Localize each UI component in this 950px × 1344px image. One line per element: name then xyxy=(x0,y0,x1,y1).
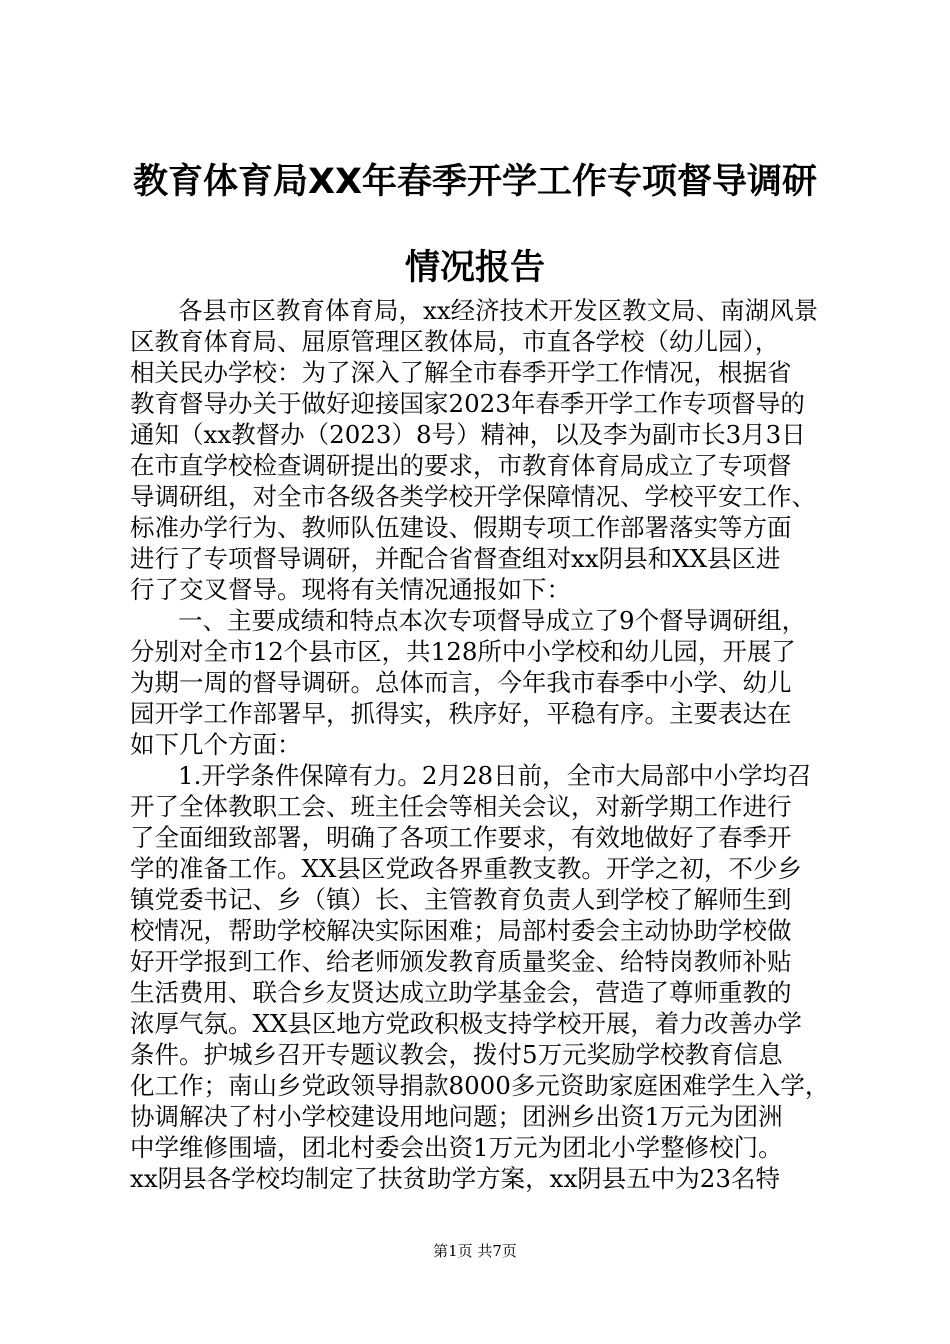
body-line: 开了全体教职工会、班主任会等相关会议，对新学期工作进行 xyxy=(130,792,792,821)
body-line: 中学维修围墙，团北村委会出资1万元为团北小学整修校门。 xyxy=(130,1133,783,1162)
body-line: 通知（xx教督办（2023）8号）精神，以及李为副市长3月3日 xyxy=(130,420,806,449)
body-line: 化工作；南山乡党政领导捐款8000多元资助家庭困难学生入学， xyxy=(130,1071,830,1100)
document-title-line-1: 教育体育局XX年春季开学工作专项督导调研 xyxy=(133,162,817,202)
body-line: 学的准备工作。XX县区党政各界重教支教。开学之初，不少乡 xyxy=(130,854,802,883)
body-line: 分别对全市12个县市区，共128所中小学校和幼儿园，开展了 xyxy=(130,637,796,666)
body-line: 相关民办学校：为了深入了解全市春季开学工作情况，根据省 xyxy=(130,358,792,387)
body-line: 条件。护城乡召开专题议教会，拨付5万元奖励学校教育信息 xyxy=(130,1040,783,1069)
body-line: xx阴县各学校均制定了扶贫助学方案，xx阴县五中为23名特 xyxy=(130,1164,780,1193)
body-line: 行了交叉督导。现将有关情况通报如下： xyxy=(130,575,571,604)
body-line: 1.开学条件保障有力。2月28日前，全市大局部中小学均召 xyxy=(178,761,812,790)
document-title-line-2: 情况报告 xyxy=(404,248,545,288)
body-line: 教育督导办关于做好迎接国家2023年春季开学工作专项督导的 xyxy=(130,389,805,418)
body-line: 如下几个方面： xyxy=(130,730,302,759)
body-line: 各县市区教育体育局，xx经济技术开发区教文局、南湖风景 xyxy=(178,296,819,325)
body-line: 浓厚气氛。XX县区地方党政积极支持学校开展，着力改善办学 xyxy=(130,1009,802,1038)
body-line: 导调研组，对全市各级各类学校开学保障情况、学校平安工作、 xyxy=(130,482,816,511)
body-line: 进行了专项督导调研，并配合省督查组对xx阴县和XX县区进 xyxy=(130,544,781,573)
body-line: 协调解决了村小学校建设用地问题；团洲乡出资1万元为团洲 xyxy=(130,1102,783,1131)
body-line: 一、主要成绩和特点本次专项督导成立了9个督导调研组， xyxy=(178,606,807,635)
body-line: 镇党委书记、乡（镇）长、主管教育负责人到学校了解师生到 xyxy=(130,885,792,914)
body-line: 在市直学校检查调研提出的要求，市教育体育局成立了专项督 xyxy=(130,451,792,480)
body-line: 标准办学行为、教师队伍建设、假期专项工作部署落实等方面 xyxy=(130,513,792,542)
body-line: 园开学工作部署早，抓得实，秩序好，平稳有序。主要表达在 xyxy=(130,699,792,728)
body-line: 生活费用、联合乡友贤达成立助学基金会，营造了尊师重教的 xyxy=(130,978,792,1007)
document-body xyxy=(130,295,840,1194)
body-line: 好开学报到工作、给老师颁发教育质量奖金、给特岗教师补贴 xyxy=(130,947,792,976)
body-line: 区教育体育局、屈原管理区教体局，市直各学校（幼儿园）， xyxy=(130,327,780,356)
body-line: 了全面细致部署，明确了各项工作要求，有效地做好了春季开 xyxy=(130,823,792,852)
body-line: 校情况，帮助学校解决实际困难；局部村委会主动协助学校做 xyxy=(130,916,792,945)
body-line: 为期一周的督导调研。总体而言，今年我市春季中小学、幼儿 xyxy=(130,668,792,697)
page-number-footer: 第1页 共7页 xyxy=(433,1242,517,1260)
